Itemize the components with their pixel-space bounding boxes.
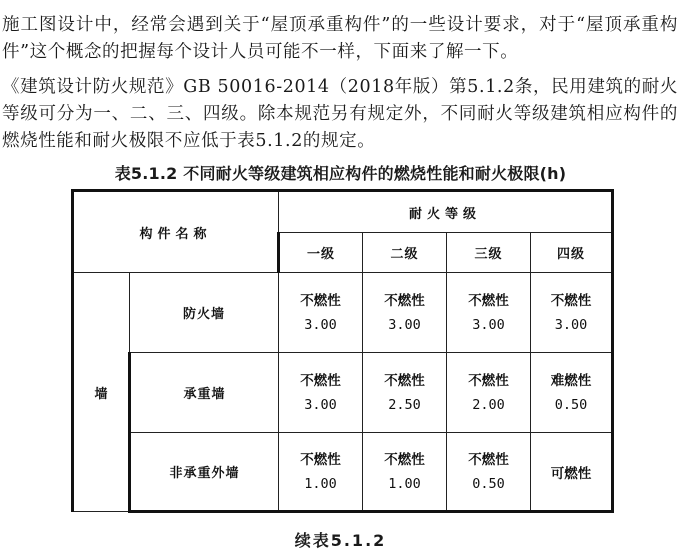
limit-value: 0.50 <box>554 396 588 413</box>
limit-value: 3.00 <box>304 316 337 333</box>
member-name-cell: 承重墙 <box>130 353 279 433</box>
fire-rating-table <box>71 189 614 513</box>
limit-value: 0.50 <box>472 475 505 492</box>
performance-text: 不燃性 <box>468 451 509 468</box>
limit-value: 1.00 <box>304 475 337 492</box>
performance-text: 不燃性 <box>300 292 341 309</box>
limit-value: 2.50 <box>388 396 421 413</box>
intro-paragraph-2: 《建筑设计防火规范》GB 50016-2014（2018年版）第5.1.2条，民用建筑的耐火等级可分为一、二、三、四级。除本规范另有规定外，不同耐火等级建筑相应构件的燃烧性能和耐火极限不应低于表5.1.2的规定。 <box>2 77 678 151</box>
performance-text: 不燃性 <box>550 292 592 309</box>
performance-text: 不燃性 <box>468 372 509 389</box>
member-name-header: 构件名称 <box>73 191 279 273</box>
rating-cell <box>447 273 531 353</box>
level-header-4: 四级 <box>531 233 613 273</box>
rating-cell <box>531 273 613 353</box>
limit-value: 2.00 <box>472 396 505 413</box>
performance-text: 不燃性 <box>300 451 341 468</box>
member-name-cell: 防火墙 <box>130 273 279 353</box>
fire-rating-header: 耐火等级 <box>279 191 613 233</box>
continued-table-title: 续表5.1.2 <box>294 531 387 550</box>
rating-cell <box>447 353 531 433</box>
performance-text: 不燃性 <box>384 292 425 309</box>
level-header-3: 三级 <box>447 233 531 273</box>
limit-value: 3.00 <box>304 396 337 413</box>
performance-text: 不燃性 <box>384 372 425 389</box>
rating-cell-single: 可燃性 <box>531 433 613 512</box>
rating-cell <box>531 353 613 433</box>
table-caption: 表5.1.2 不同耐火等级建筑相应构件的燃烧性能和耐火极限(h) <box>114 164 567 183</box>
rating-cell <box>447 433 531 512</box>
performance-text: 不燃性 <box>468 292 509 309</box>
performance-text: 不燃性 <box>384 451 425 468</box>
rating-cell <box>279 433 363 512</box>
category-wall-cell: 墙 <box>73 273 130 512</box>
table-row <box>73 273 613 353</box>
limit-value: 3.00 <box>554 316 588 333</box>
table-row <box>73 433 613 512</box>
rating-cell <box>279 353 363 433</box>
intro-paragraph-1: 施工图设计中，经常会遇到关于“屋顶承重构件”的一些设计要求，对于“屋顶承重构件”这个概念的把握每个设计人员可能不一样，下面来了解一下。 <box>2 15 678 62</box>
level-header-2: 二级 <box>363 233 447 273</box>
table-row <box>73 353 613 433</box>
limit-value: 3.00 <box>472 316 505 333</box>
member-name-cell: 非承重外墙 <box>130 433 279 512</box>
rating-cell <box>363 273 447 353</box>
limit-value: 3.00 <box>388 316 421 333</box>
limit-value: 1.00 <box>388 475 421 492</box>
rating-cell <box>363 433 447 512</box>
level-header-1: 一级 <box>279 233 363 273</box>
rating-cell <box>279 273 363 353</box>
performance-text: 难燃性 <box>550 372 592 389</box>
rating-cell <box>363 353 447 433</box>
performance-text: 不燃性 <box>300 372 341 389</box>
